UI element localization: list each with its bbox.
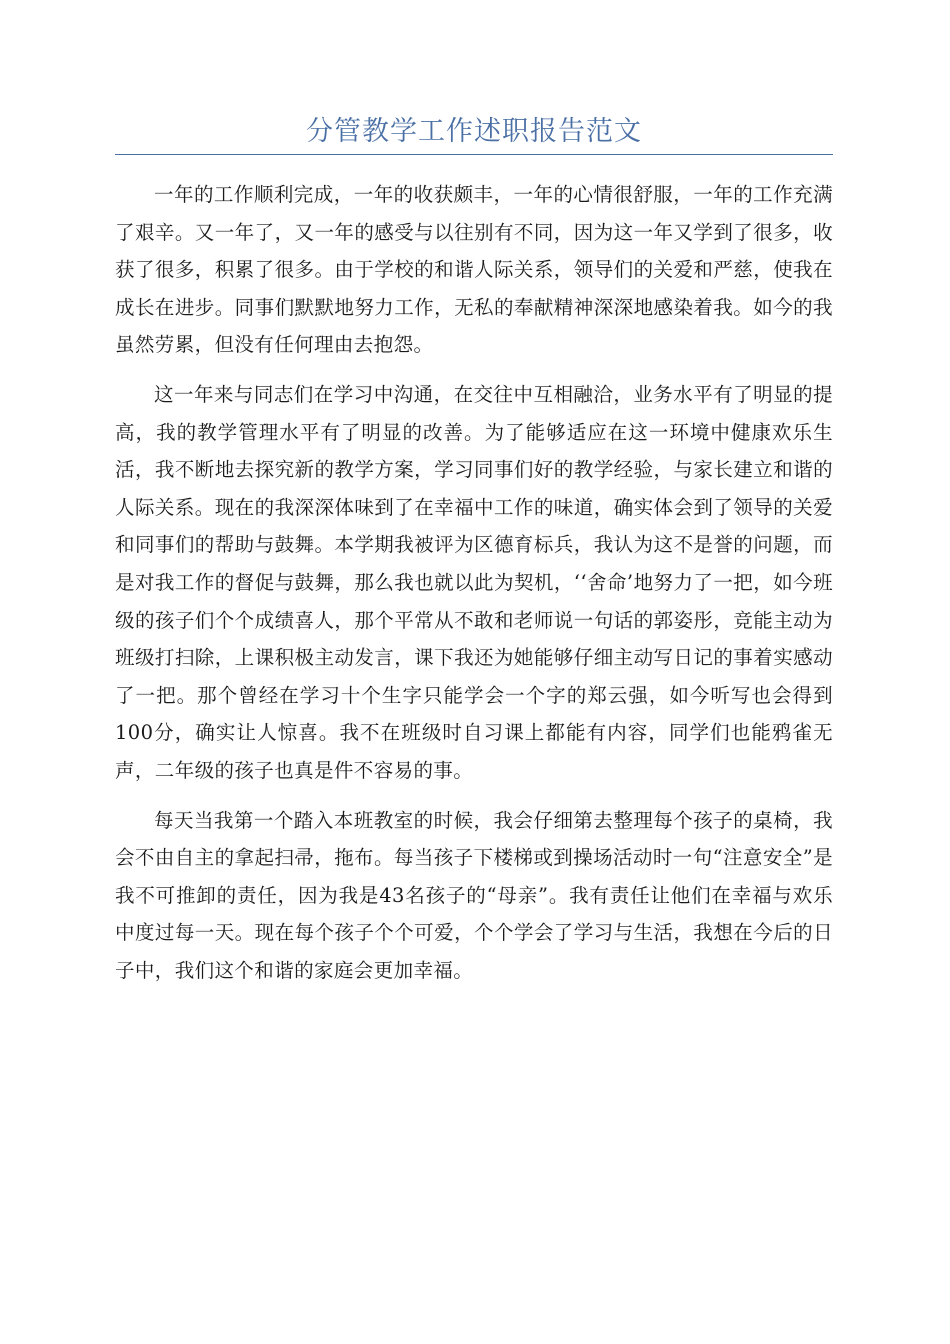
title-underline xyxy=(115,154,833,155)
paragraph-1: 一年的工作顺利完成，一年的收获颇丰，一年的心情很舒服，一年的工作充满了艰辛。又一年了，又一年的感受与以往别有不同，因为这一年又学到了很多，收获了很多，积累了很多。由于学校的和谐人际关系，领导们的关爱和严慈，使我在成长在进步。同事们默默地努力工作，无私的奉献精神深深地感染着我。如今的我虽然劳累，但没有任何理由去抱怨。 xyxy=(115,183,833,357)
paragraph-3: 每天当我第一个踏入本班教室的时候，我会仔细第去整理每个孩子的桌椅，我会不由自主的拿起扫帚，拖布。每当孩子下楼梯或到操场活动时一句“注意安全”是我不可推卸的责任，因为我是43名孩子的“母亲”。我有责任让他们在幸福与欢乐中度过每一天。现在每个孩子个个可爱，个个学会了学习与生活，我想在今后的日子中，我们这个和谐的家庭会更加幸福。 xyxy=(115,808,833,982)
document-body xyxy=(115,176,833,1001)
paragraph-2: 这一年来与同志们在学习中沟通，在交往中互相融洽，业务水平有了明显的提高，我的教学管理水平有了明显的改善。为了能够适应在这一环境中健康欢乐生活，我不断地去探究新的教学方案，学习同事们好的教学经验，与家长建立和谐的人际关系。现在的我深深体味到了在幸福中工作的味道，确实体会到了领导的关爱和同事们的帮助与鼓舞。本学期我被评为区德育标兵，我认为这不是誉的问题，而是对我工作的督促与鼓舞，那么我也就以此为契机，‘‘舍命’地努力了一把，如今班级的孩子们个个成绩喜人，那个平常从不敢和老师说一句话的郭姿彤，竞能主动为班级打扫除，上课积极主动发言，课下我还为她能够仔细主动写日记的事着实感动了一把。那个曾经在学习十个生字只能学会一个字的郑云强，如今听写也会得到100分，确实让人惊喜。我不在班级时自习课上都能有内容，同学们也能鸦雀无声，二年级的孩子也真是件不容易的事。 xyxy=(115,382,833,782)
document-title: 分管教学工作述职报告范文 xyxy=(306,116,642,147)
